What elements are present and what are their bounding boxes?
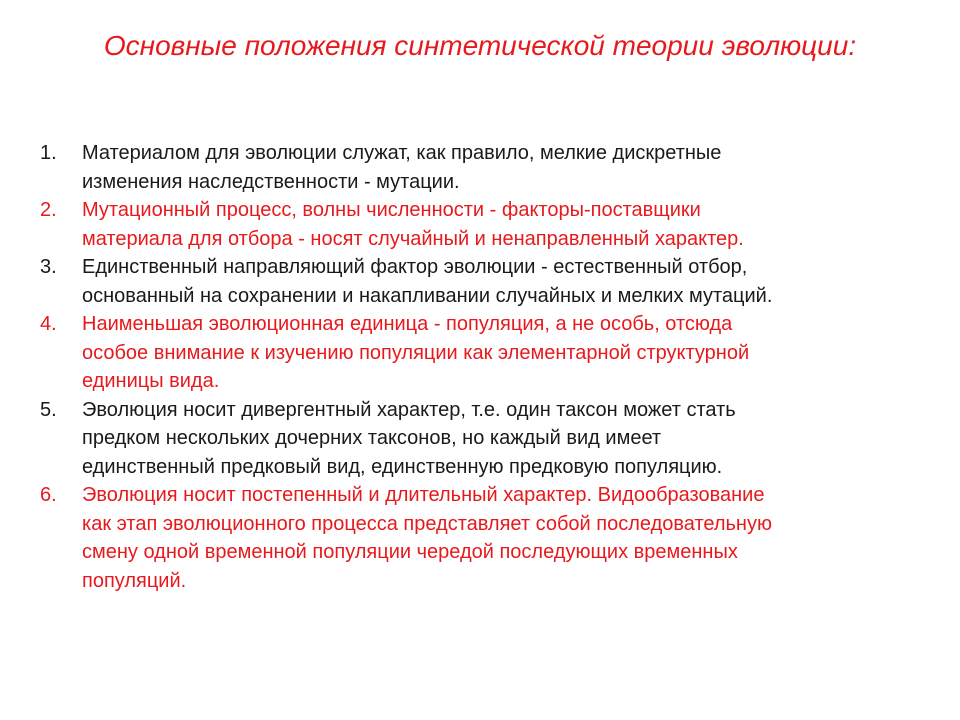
principles-list bbox=[40, 139, 920, 595]
list-item-line: предком нескольких дочерних таксонов, но каждый вид имеет bbox=[82, 427, 662, 449]
list-item bbox=[40, 310, 920, 396]
list-item bbox=[40, 396, 920, 482]
list-item bbox=[40, 253, 920, 310]
list-item-line: особое внимание к изучению популяции как элементарной структурной bbox=[82, 341, 750, 364]
list-item-number: 1. bbox=[40, 142, 57, 164]
list-item-line: смену одной временной популяции чередой последующих временных bbox=[82, 541, 738, 563]
list-item-line: единицы вида. bbox=[82, 370, 220, 392]
list-item-number: 4. bbox=[40, 313, 57, 335]
list-item-text bbox=[82, 396, 920, 482]
list-item-line: единственный предковый вид, единственную предковую популяцию. bbox=[82, 455, 723, 478]
list-item bbox=[40, 196, 920, 253]
list-item-number: 3. bbox=[40, 256, 57, 278]
list-item-line: материала для отбора - носят случайный и ненаправленный характер. bbox=[82, 227, 744, 250]
list-item-number: 5. bbox=[40, 398, 57, 421]
list-item-line: популяций. bbox=[82, 569, 187, 592]
list-item-line: Материалом для эволюции служат, как правило, мелкие дискретные bbox=[82, 142, 722, 164]
list-item-number: 2. bbox=[40, 199, 57, 221]
list-item-line: как этап эволюционного процесса представляет собой последовательную bbox=[82, 512, 772, 535]
list-item-line: Наименьшая эволюционная единица - популяция, а не особь, отсюда bbox=[82, 313, 733, 335]
list-item-line: изменения наследственности - мутации. bbox=[82, 170, 460, 193]
list-item bbox=[40, 139, 920, 196]
list-item-text bbox=[82, 139, 920, 196]
list-item bbox=[40, 481, 920, 595]
list-item-line: Эволюция носит постепенный и длительный характер. Видообразование bbox=[82, 484, 765, 506]
list-item-text bbox=[82, 310, 920, 396]
list-item-line: основанный на сохранении и накапливании случайных и мелких мутаций. bbox=[82, 284, 773, 307]
list-item-number: 6. bbox=[40, 484, 57, 506]
list-item-line: Мутационный процесс, волны численности - факторы-поставщики bbox=[82, 199, 701, 221]
list-item-text bbox=[82, 253, 920, 310]
slide-title: Основные положения синтетической теории эволюции: bbox=[103, 30, 857, 61]
list-item-line: Единственный направляющий фактор эволюции - естественный отбор, bbox=[82, 256, 748, 278]
list-item-line: Эволюция носит дивергентный характер, т.е. один таксон может стать bbox=[82, 398, 736, 421]
list-item-text bbox=[82, 481, 920, 595]
list-item-text bbox=[82, 196, 920, 253]
